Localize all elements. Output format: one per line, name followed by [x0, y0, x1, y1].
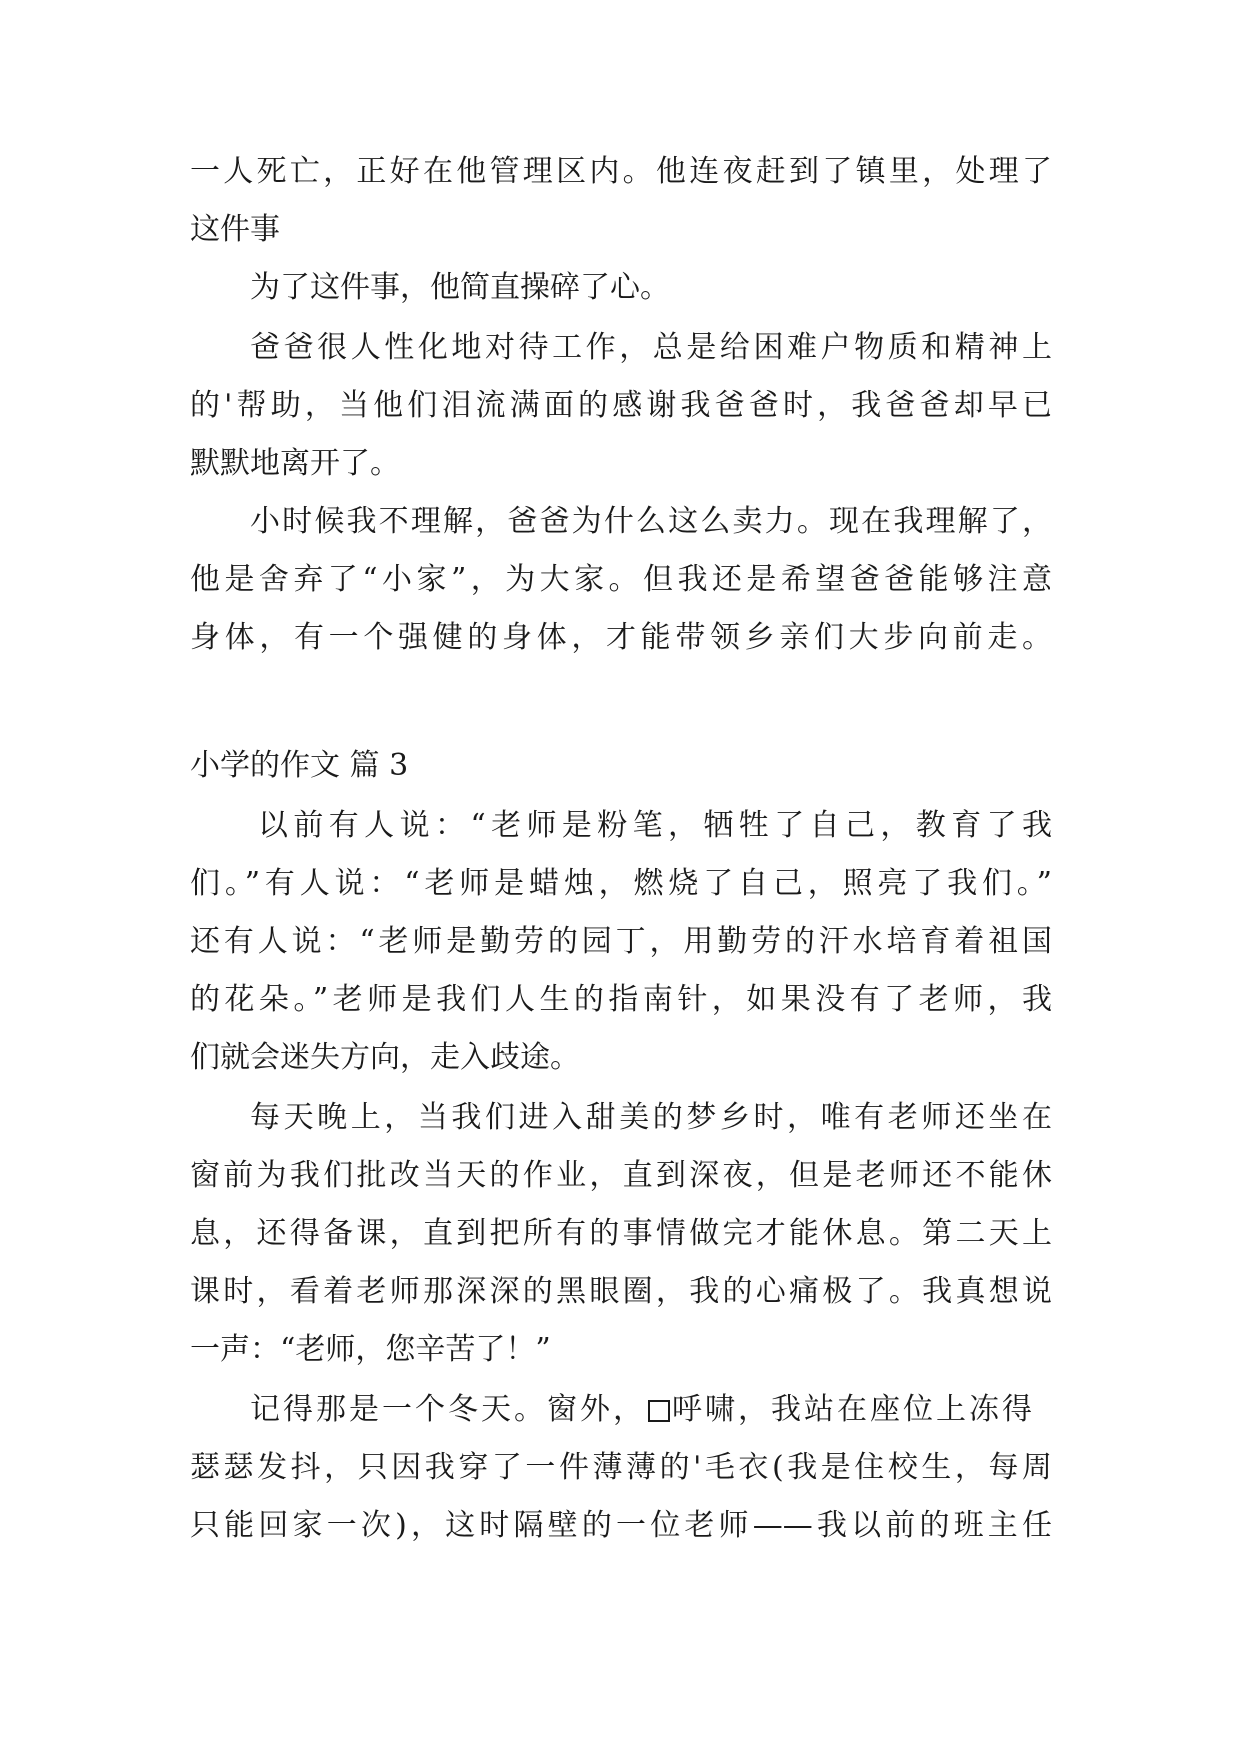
missing-glyph-box	[648, 1400, 670, 1422]
text-line: 还有人说：“老师是勤劳的园丁，用勤劳的汗水培育着祖国	[190, 924, 1052, 959]
text-line: 窗前为我们批改当天的作业，直到深夜，但是老师还不能休	[190, 1158, 1052, 1193]
text-line: 课时，看着老师那深深的黑眼圈，我的心痛极了。我真想说	[190, 1274, 1052, 1309]
text-line: 只能回家一次)，这时隔壁的一位老师——我以前的班主任	[190, 1508, 1052, 1543]
text-line: 的花朵。”老师是我们人生的指南针，如果没有了老师，我	[190, 982, 1052, 1017]
text-line: 的'帮助，当他们泪流满面的感谢我爸爸时，我爸爸却早已	[190, 388, 1052, 423]
text-line: 一人死亡，正好在他管理区内。他连夜赶到了镇里，处理了	[190, 154, 1052, 189]
paragraph-line: 以前有人说：“老师是粉笔，牺牲了自己，教育了我	[258, 808, 1052, 843]
text-line: 默默地离开了。	[190, 446, 400, 481]
paragraph-line: 小时候我不理解，爸爸为什么这么卖力。现在我理解了，	[250, 504, 1052, 539]
section-title: 小学的作文 篇 3	[190, 748, 409, 783]
paragraph-line: 爸爸很人性化地对待工作，总是给困难户物质和精神上	[250, 330, 1052, 365]
text-segment: 记得那是一个冬天。窗外，	[250, 1392, 646, 1427]
text-line: 他是舍弃了“小家”，为大家。但我还是希望爸爸能够注意	[190, 562, 1052, 597]
text-line: 一声：“老师，您辛苦了！”	[190, 1332, 551, 1367]
text-line: 们。”有人说：“老师是蜡烛，燃烧了自己，照亮了我们。”	[190, 866, 1052, 901]
paragraph-line	[250, 1388, 1052, 1432]
text-segment: 呼啸，我站在座位上冻得	[672, 1392, 1035, 1427]
paragraph-line: 为了这件事，他简直操碎了心。	[250, 270, 670, 305]
text-line: 们就会迷失方向，走入歧途。	[190, 1040, 580, 1075]
text-line: 这件事	[190, 212, 280, 247]
text-line: 身体，有一个强健的身体，才能带领乡亲们大步向前走。	[190, 620, 1052, 655]
text-line: 瑟瑟发抖，只因我穿了一件薄薄的'毛衣(我是住校生，每周	[190, 1450, 1052, 1485]
text-line: 息，还得备课，直到把所有的事情做完才能休息。第二天上	[190, 1216, 1052, 1251]
paragraph-line: 每天晚上，当我们进入甜美的梦乡时，唯有老师还坐在	[250, 1100, 1052, 1135]
